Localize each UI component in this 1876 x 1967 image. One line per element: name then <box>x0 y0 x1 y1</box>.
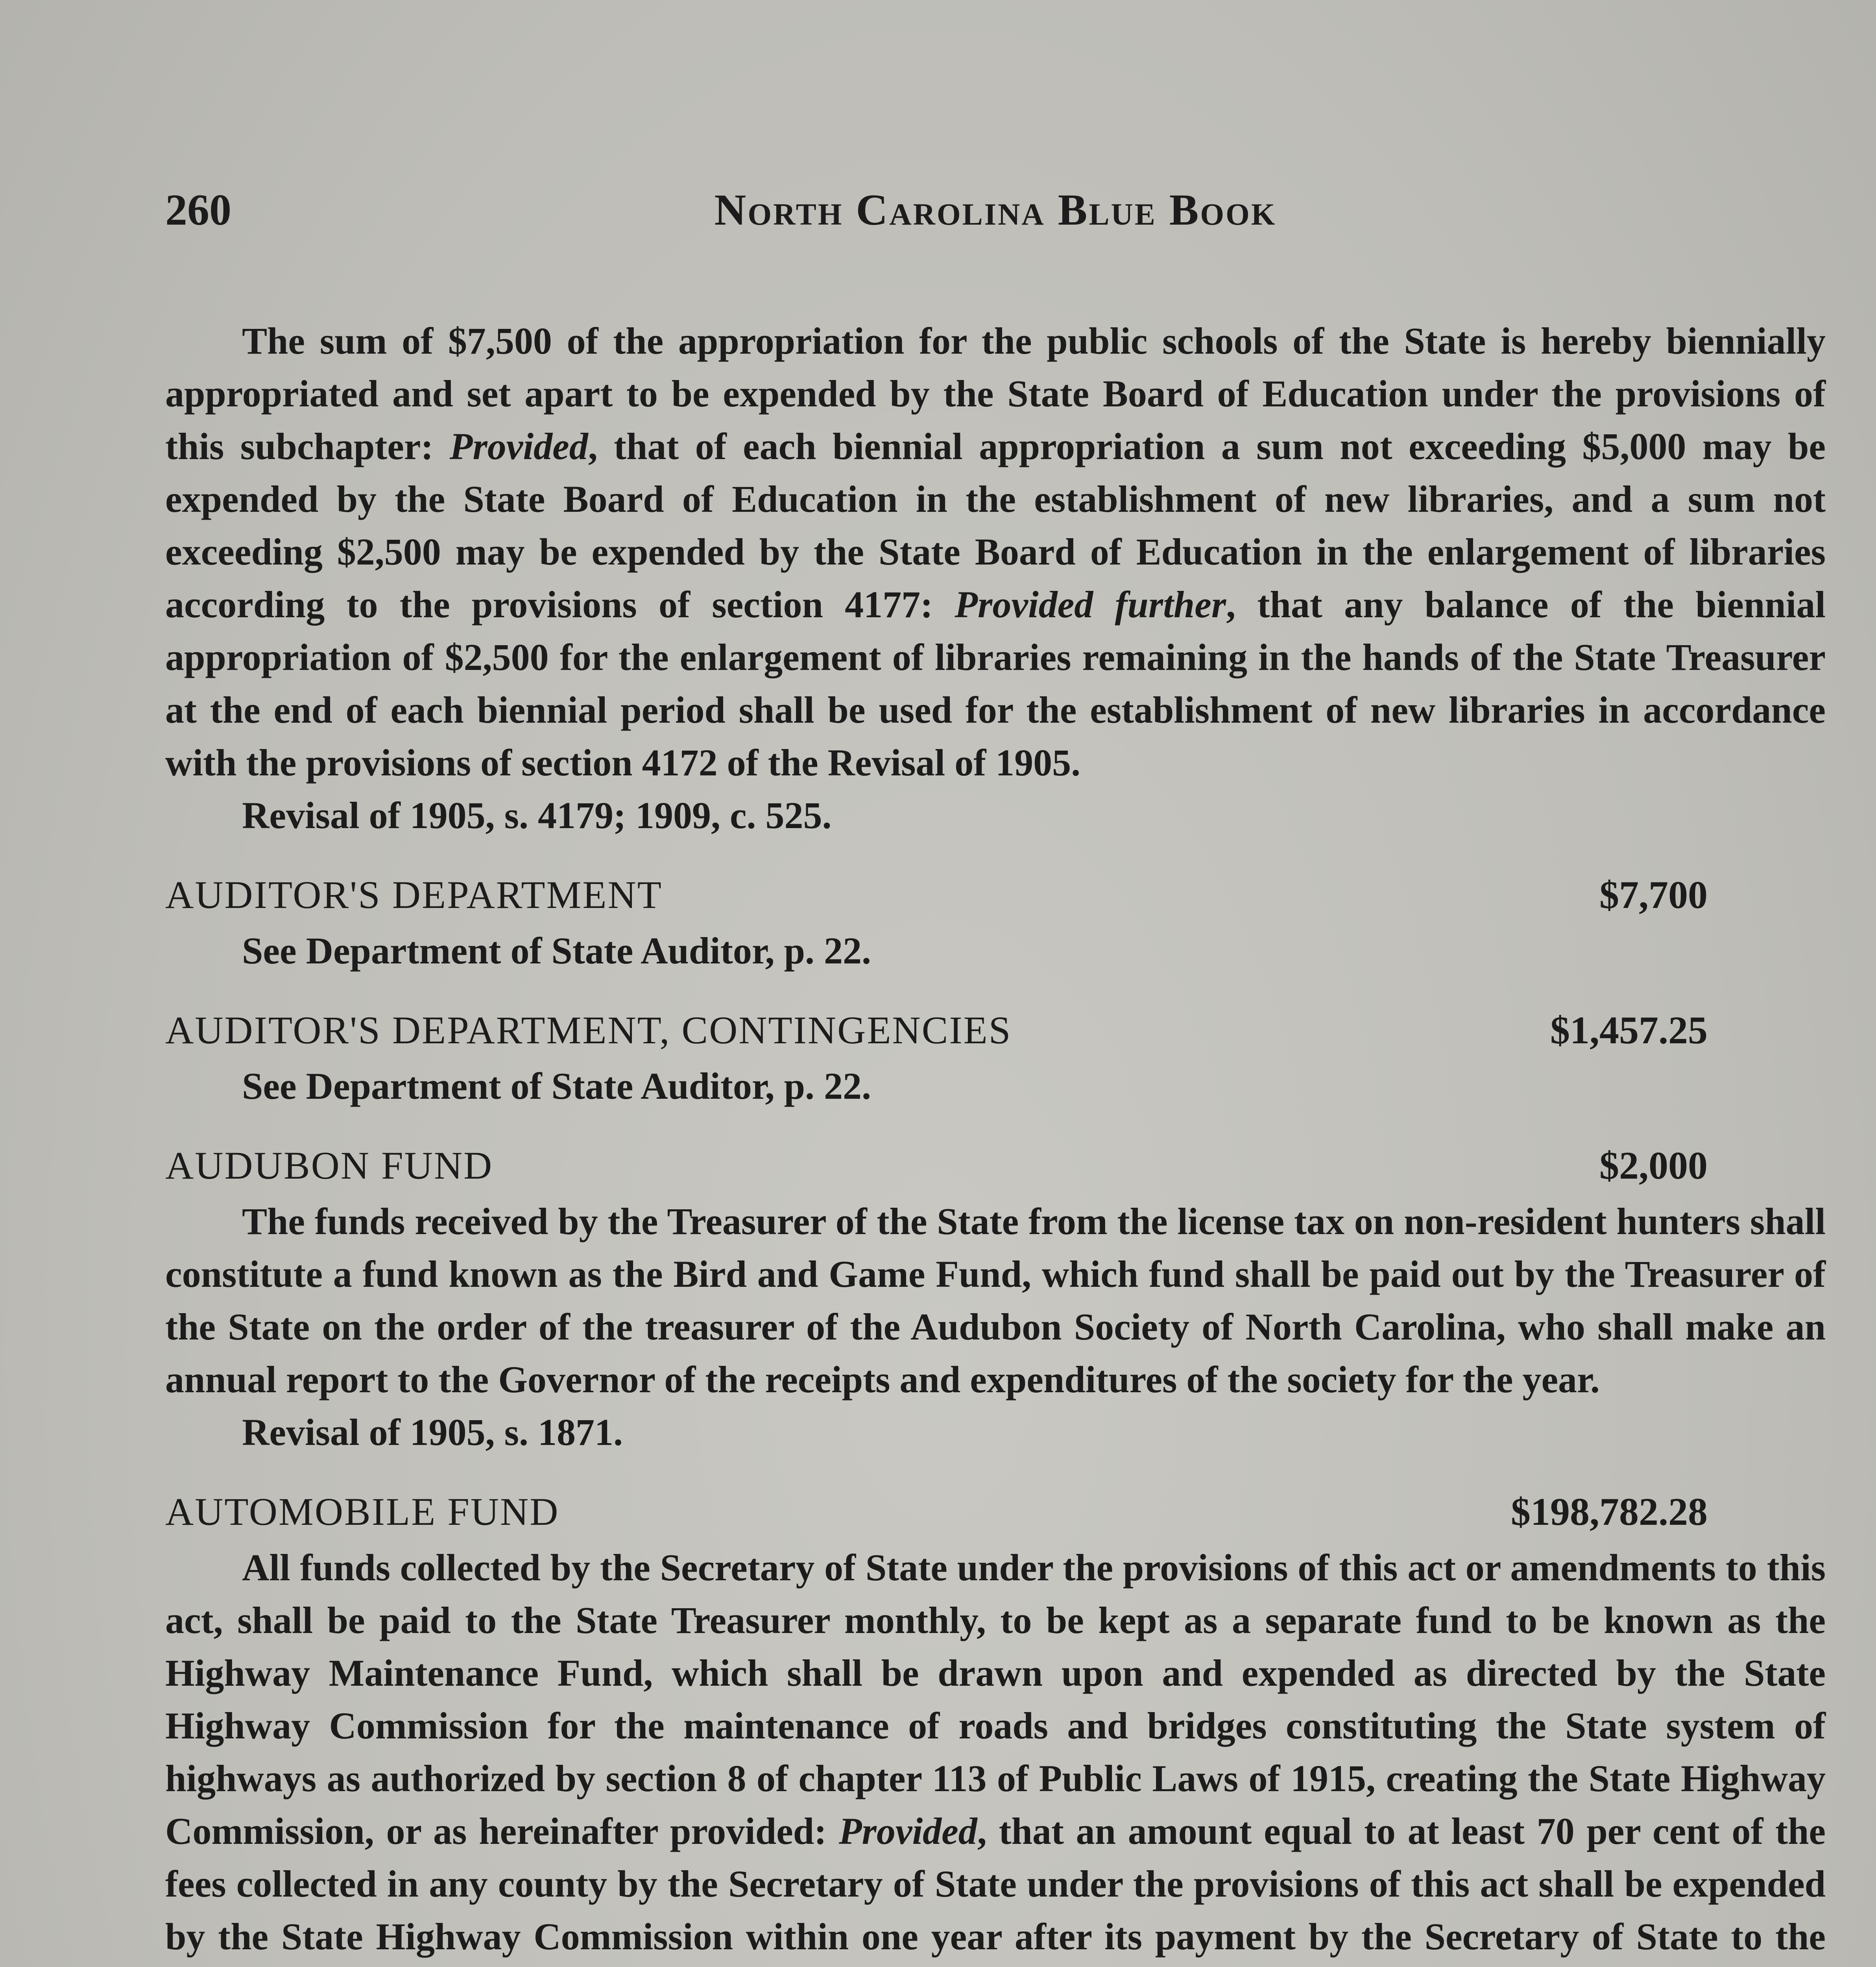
entry-heading <box>165 1482 1826 1541</box>
entry-auditors-department <box>165 865 1826 977</box>
intro-text-1: The sum of $7,500 of the appropriation for the public schools of the State is hereby biennially appropriated and set apart to be expended by the State Board of Education under the provisions of this subchapter: <box>165 320 1826 467</box>
entry-see-reference: See Department of State Auditor, p. 22. <box>242 930 871 972</box>
entry-heading <box>165 1001 1826 1060</box>
intro-text-2: , that of each biennial appropriation a sum not exceeding $5,000 may be expended by the State Board of Education in the establishment of new libraries, and a sum not exceeding $2,500 may be expended by the State Board of Education in the enlargement of libraries according to the provisions of section 4177: <box>165 425 1826 626</box>
entry-title: AUTOMOBILE FUND <box>165 1490 559 1533</box>
entry-heading <box>165 1136 1826 1195</box>
page-content <box>165 315 1826 1967</box>
intro-italic-2: Provided further <box>955 583 1226 626</box>
body-text-2: , that an amount equal to at least 70 per cent of the fees collected in any county by the Secretary of State under the provisions of this act shall be expended by the State Highway Commission within one year after its payment by the Secretary of State to the <box>165 1810 1826 1958</box>
entry-title: AUDUBON FUND <box>165 1144 493 1187</box>
entry-auditors-contingencies <box>165 1001 1826 1113</box>
entry-title: AUDITOR'S DEPARTMENT, CONTINGENCIES <box>165 1008 1012 1052</box>
entry-amount: $2,000 <box>1599 1144 1708 1187</box>
body-text-1: All funds collected by the Secretary of State under the provisions of this act or amendments to this act, shall be paid to the State Treasurer monthly, to be kept as a separate fund to be known as the Highway Maintenance Fund, which shall be drawn upon and expended as directed by the State Highway Commission for the maintenance of roads and bridges constituting the State system of highways as authorized by section 8 of chapter 113 of Public Laws of 1915, creating the State Highway Commission, or as hereinafter provided: <box>165 1546 1826 1852</box>
entry-amount: $1,457.25 <box>1550 1008 1708 1052</box>
intro-citation: Revisal of 1905, s. 4179; 1909, c. 525. <box>242 794 832 836</box>
entry-title: AUDITOR'S DEPARTMENT <box>165 873 663 917</box>
page-header <box>165 185 1826 264</box>
entry-heading <box>165 865 1826 924</box>
entry-amount: $7,700 <box>1599 873 1708 917</box>
entry-automobile-fund <box>165 1482 1826 1967</box>
entry-citation: Revisal of 1905, s. 1871. <box>242 1411 623 1453</box>
entry-audubon-fund <box>165 1136 1826 1459</box>
body-italic-1: Provided <box>838 1810 977 1852</box>
page-number: 260 <box>165 186 231 234</box>
intro-text-3: , that any balance of the biennial appropriation of $2,500 for the enlargement of libraries remaining in the hands of the State Treasurer at the end of each biennial period shall be used for the establishment of new libraries in accordance with the provisions of section 4172 of the Revisal of 1905. <box>165 583 1826 784</box>
entry-amount: $198,782.28 <box>1511 1490 1708 1533</box>
intro-italic-1: Provided <box>449 425 588 467</box>
entry-body <box>165 1541 1826 1967</box>
running-head: North Carolina Blue Book <box>714 186 1277 234</box>
entry-body: The funds received by the Treasurer of the State from the license tax on non-resident hunters shall constitute a fund known as the Bird and Game Fund, which fund shall be paid out by the Treasurer of the State on the order of the treasurer of the Audubon Society of North Carolina, who shall make an annual report to the Governor of the receipts and expenditures of the society for the year. <box>165 1200 1826 1401</box>
intro-paragraph <box>165 315 1826 789</box>
entry-see-reference: See Department of State Auditor, p. 22. <box>242 1065 871 1107</box>
